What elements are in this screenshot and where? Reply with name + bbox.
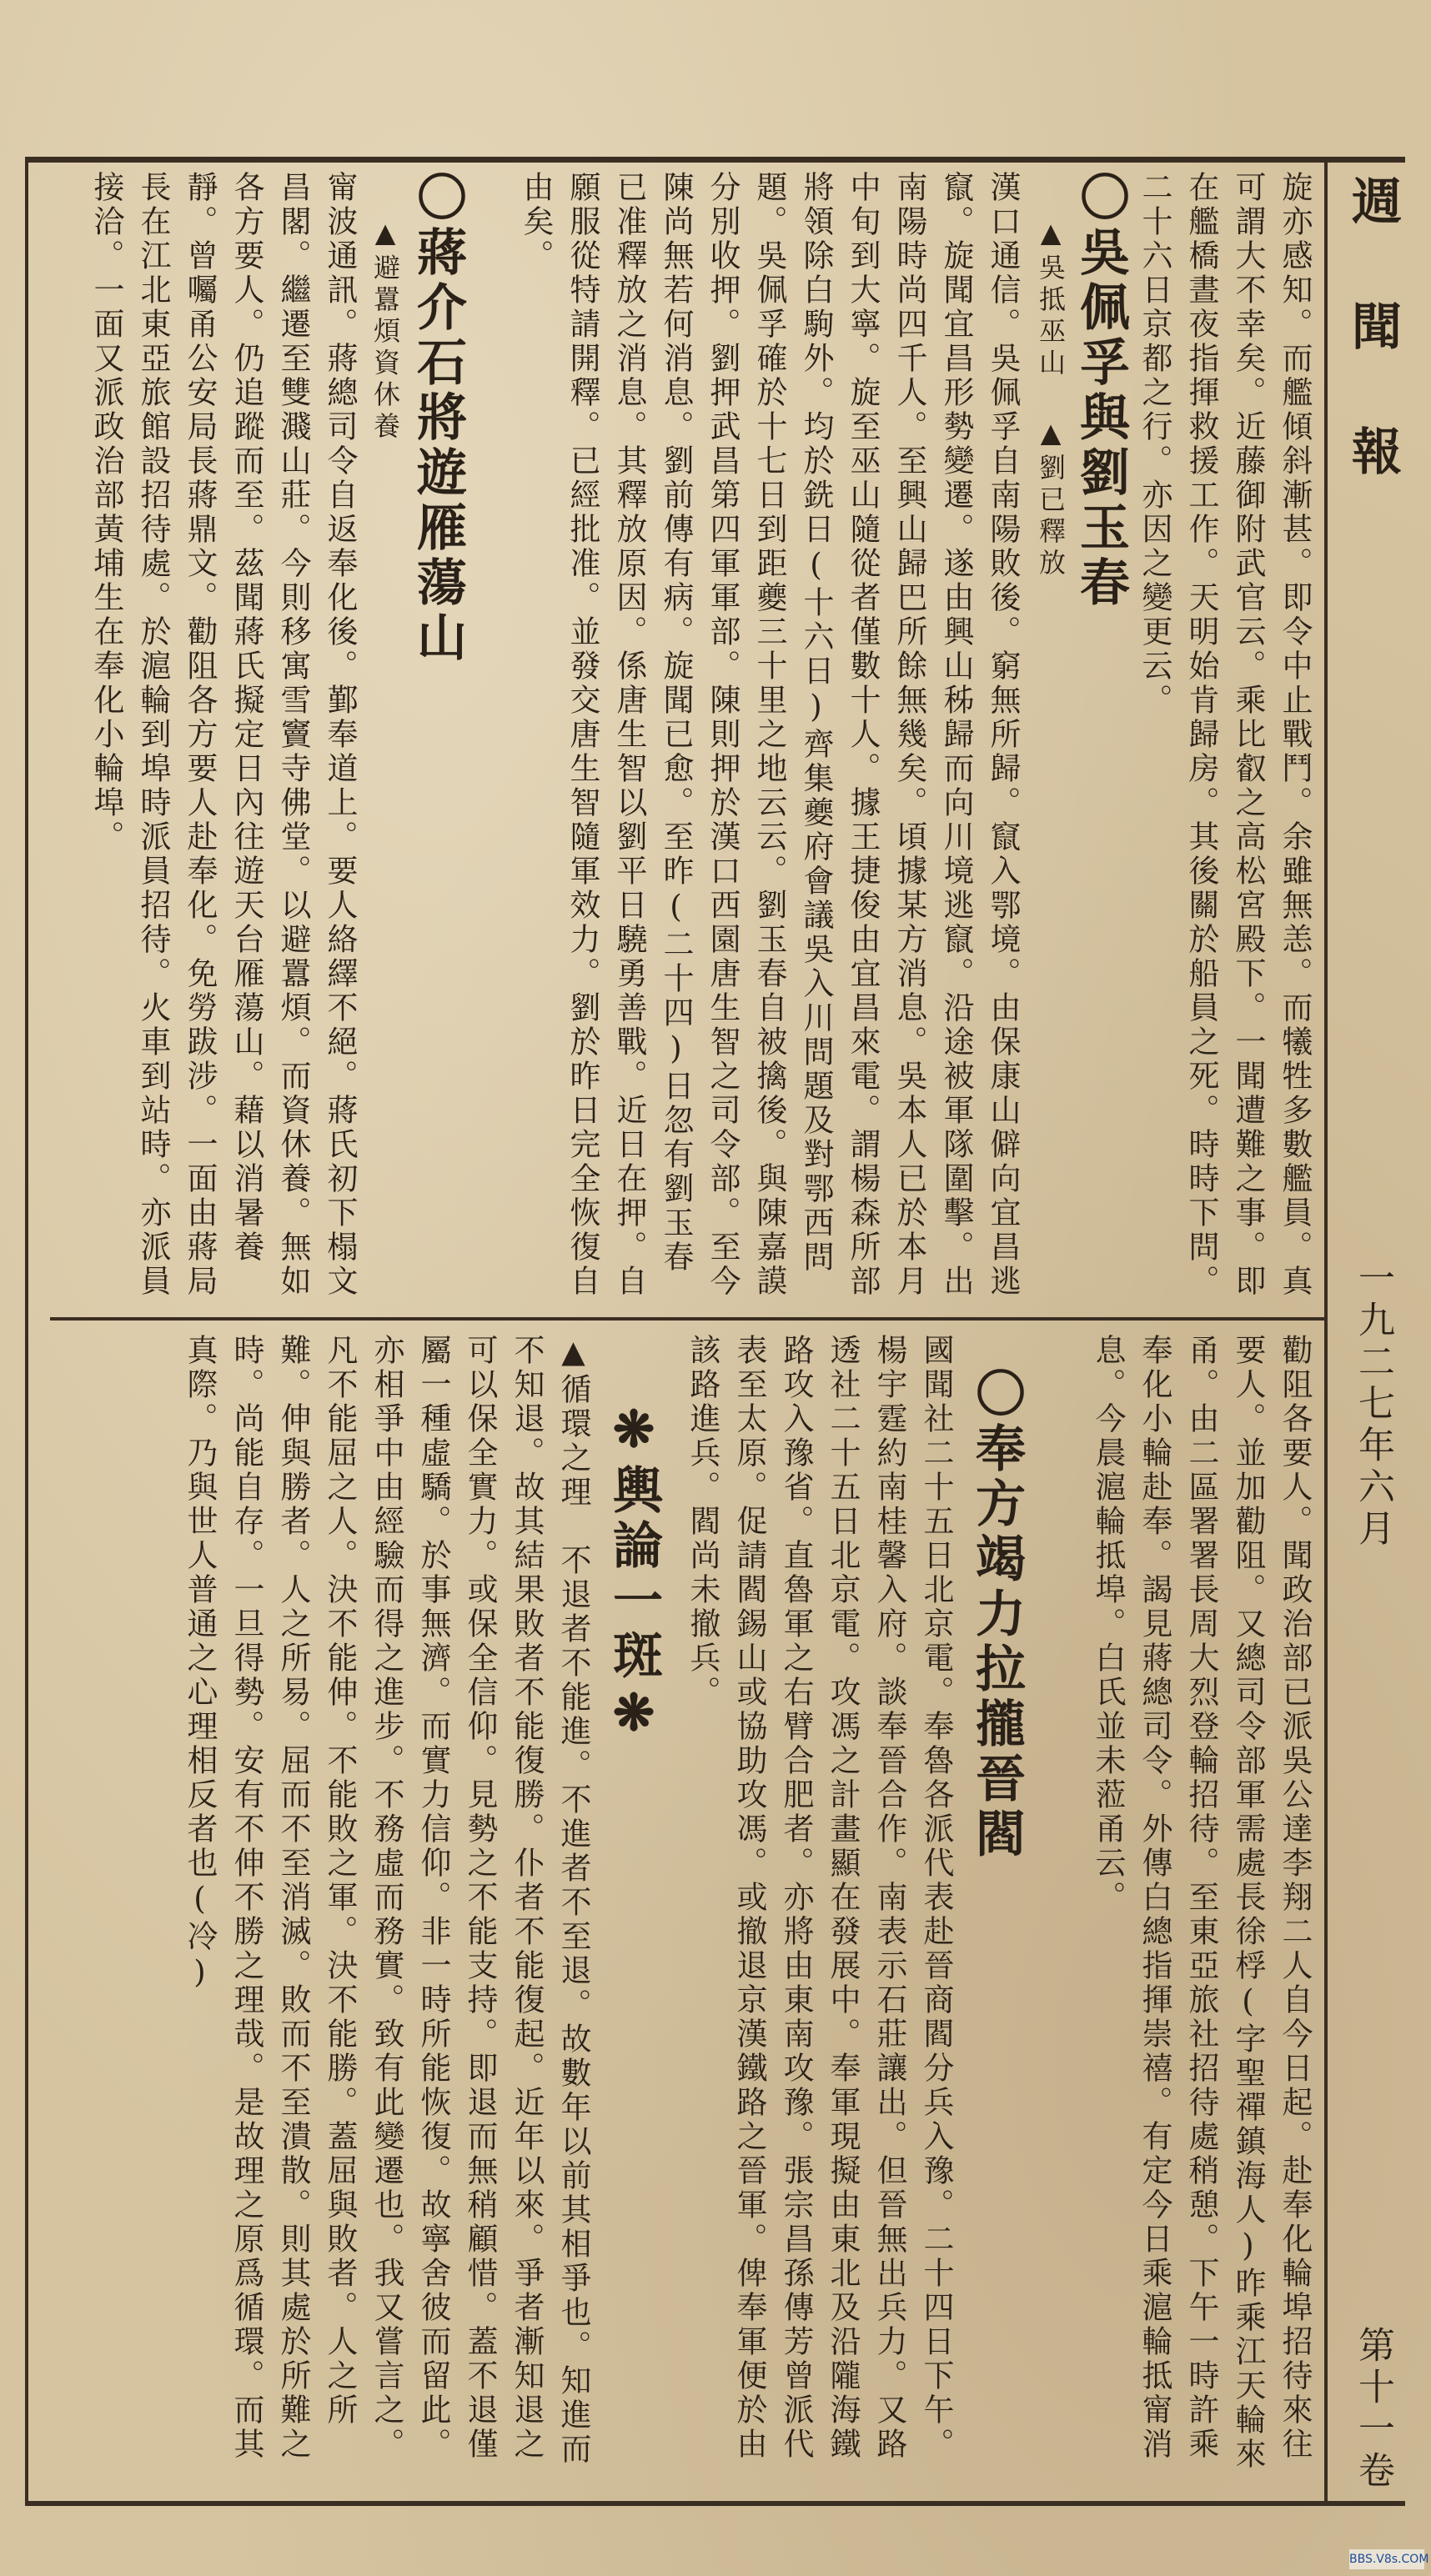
article1-body: 漢口通信。吳佩孚自南陽敗後。窮無所歸。竄入鄂境。由保康山僻向宜昌逃竄。旋聞宜昌形勢變遷。遂由興山秭歸而向川境逃竄。沿途被軍隊圍擊。出南陽時尚四千人。至興山歸巴所餘無幾矣。頃據某方消息。吳本人已於本月中旬到大寧。旋至巫山隨從者僅數十人。據王捷俊由宜昌來電。謂楊森所部將領除白駒外。均於銑日(十六日)齊集夔府會議吳入川問題及對鄂西問題。吳佩孚確於十七日到距夔三十里之地云云。劉玉春自被擒後。與陳嘉謨分別收押。劉押武昌第四軍軍部。陳則押於漢口西園唐生智之司令部。至今陳尚無若何消息。劉前傳有病。旋聞已愈。至昨(二十四)日忽有劉玉春已准釋放之消息。其釋放原因。係唐生智以劉平日驍勇善戰。近日在押。自願服從特請開釋。已經批准。並發交唐生智隨軍效力。劉於昨日完全恢復自由矣。 (518, 171, 1021, 1299)
left-border-rule (25, 157, 28, 2506)
horizontal-section-divider (50, 1317, 1326, 1321)
issue-date: 一九二七年六月 (1352, 1259, 1394, 1551)
article3-body: 國聞社二十五日北京電。奉魯各派代表赴晉商閻分兵入豫。二十四日下午。楊宇霆約南桂馨入府。談奉晉合作。南表示石莊讓出。但晉無出兵力。又路透社二十五日北京電。攻馮之計畫顯在發展中。奉軍現擬由東北及沿隴海鐵路攻入豫省。直魯軍之右臂合肥者。亦將由東南攻豫。張宗昌孫傳芳曾派代表至太原。促請閻錫山或協助攻馮。或撤退京漢鐵路之晉軍。俾奉軍便於由該路進兵。閻尚未撤兵。 (685, 1334, 954, 2462)
continuation-bottom-text: 勸阻各要人。聞政治部已派吳公達李翔二人自今日起。赴奉化輪埠招待來往要人。並加勸阻。又總司令部軍需處長徐桴(字聖禪鎮海人)昨乘江天輪來甬。由二區署署長周大烈登輪招待。至東亞旅社招待處稍憩。下午一時許乘奉化小輪赴奉。謁見蔣總司令。外傳白總指揮崇禧。有定今日乘滬輪抵甯消息。今晨滬輪抵埠。白氏並未蒞甬云。 (1090, 1334, 1313, 2472)
article2-subtitle: ▲避囂煩資休養 (369, 217, 401, 444)
article3-title: 〇奉方竭力拉攏晉閻 (967, 1367, 1026, 1862)
article4-title: ❋輿論一斑❋ (605, 1401, 663, 1747)
article4-body: ▲循環之理 不退者不能進。不進者不至退。故數年以前其相爭也。知進而不知退。故其結果敗者不能復勝。仆者不能復起。近年以來。爭者漸知退之可以保全實力。或保全信仰。見勢之不能支持。即退而無稍顧惜。蓋不退僅屬一種虛驕。於事無濟。而實力信仰。非一時所能恢復。故寧舍彼而留此。亦相爭中由經驗而得之進步。不務虛而務實。致有此變遷也。我又嘗言之。凡不能屈之人。決不能伸。不能敗之軍。決不能勝。蓋屈與敗者。人之所難。伸與勝者。人之所易。屈而不至消滅。敗而不至潰散。則其處於所難之時。尚能自存。一旦得勢。安有不伸不勝之理哉。是故理之原爲循環。而其真際。乃與世人普通之心理相反者也(冷) (182, 1334, 591, 2467)
masthead (1334, 175, 1409, 2493)
watermark-stamp: BBS.V8s.COM (1349, 2549, 1424, 2569)
article2-body: 甯波通訊。蔣總司令自返奉化後。鄞奉道上。要人絡繹不絕。蔣氏初下榻文昌閣。繼遷至雙濺山莊。今則移寓雪竇寺佛堂。以避囂煩。而資休養。無如各方要人。仍追蹤而至。茲聞蔣氏擬定日內往遊天台雁蕩山。藉以消暑養靜。曾囑甬公安局長蔣鼎文。勸阻各方要人赴奉化。免勞跋涉。一面由蔣局長在江北東亞旅館設招待處。於滬輪到埠時派員招待。火車到站時。亦派員接洽。一面又派政治部黃埔生在奉化小輪埠。 (88, 171, 358, 1299)
continuation-top-text: 旋亦感知。而艦傾斜漸甚。即令中止戰鬥。余雖無恙。而犧牲多數艦員。真可謂大不幸矣。近藤御附武官云。乘比叡之高松宮殿下。一聞遭難之事。即在艦橋晝夜指揮救援工作。天明始肯歸房。其後關於船員之死。時時下問。二十六日京都之行。亦因之變更云。 (1137, 171, 1313, 1299)
article1-title: 〇吳佩孚與劉玉春 (1072, 171, 1130, 611)
volume-number: 第十一卷 (1352, 2326, 1394, 2493)
article1-subtitle: ▲吳抵巫山 ▲劉已釋放 (1035, 217, 1067, 580)
top-border-rule (25, 157, 1405, 163)
article2-title: 〇蔣介石將遊雁蕩山 (409, 171, 467, 666)
masthead-divider (1324, 163, 1328, 2501)
paper-title: 週 聞 報 (1343, 175, 1402, 484)
bottom-border-rule (25, 2501, 1405, 2506)
